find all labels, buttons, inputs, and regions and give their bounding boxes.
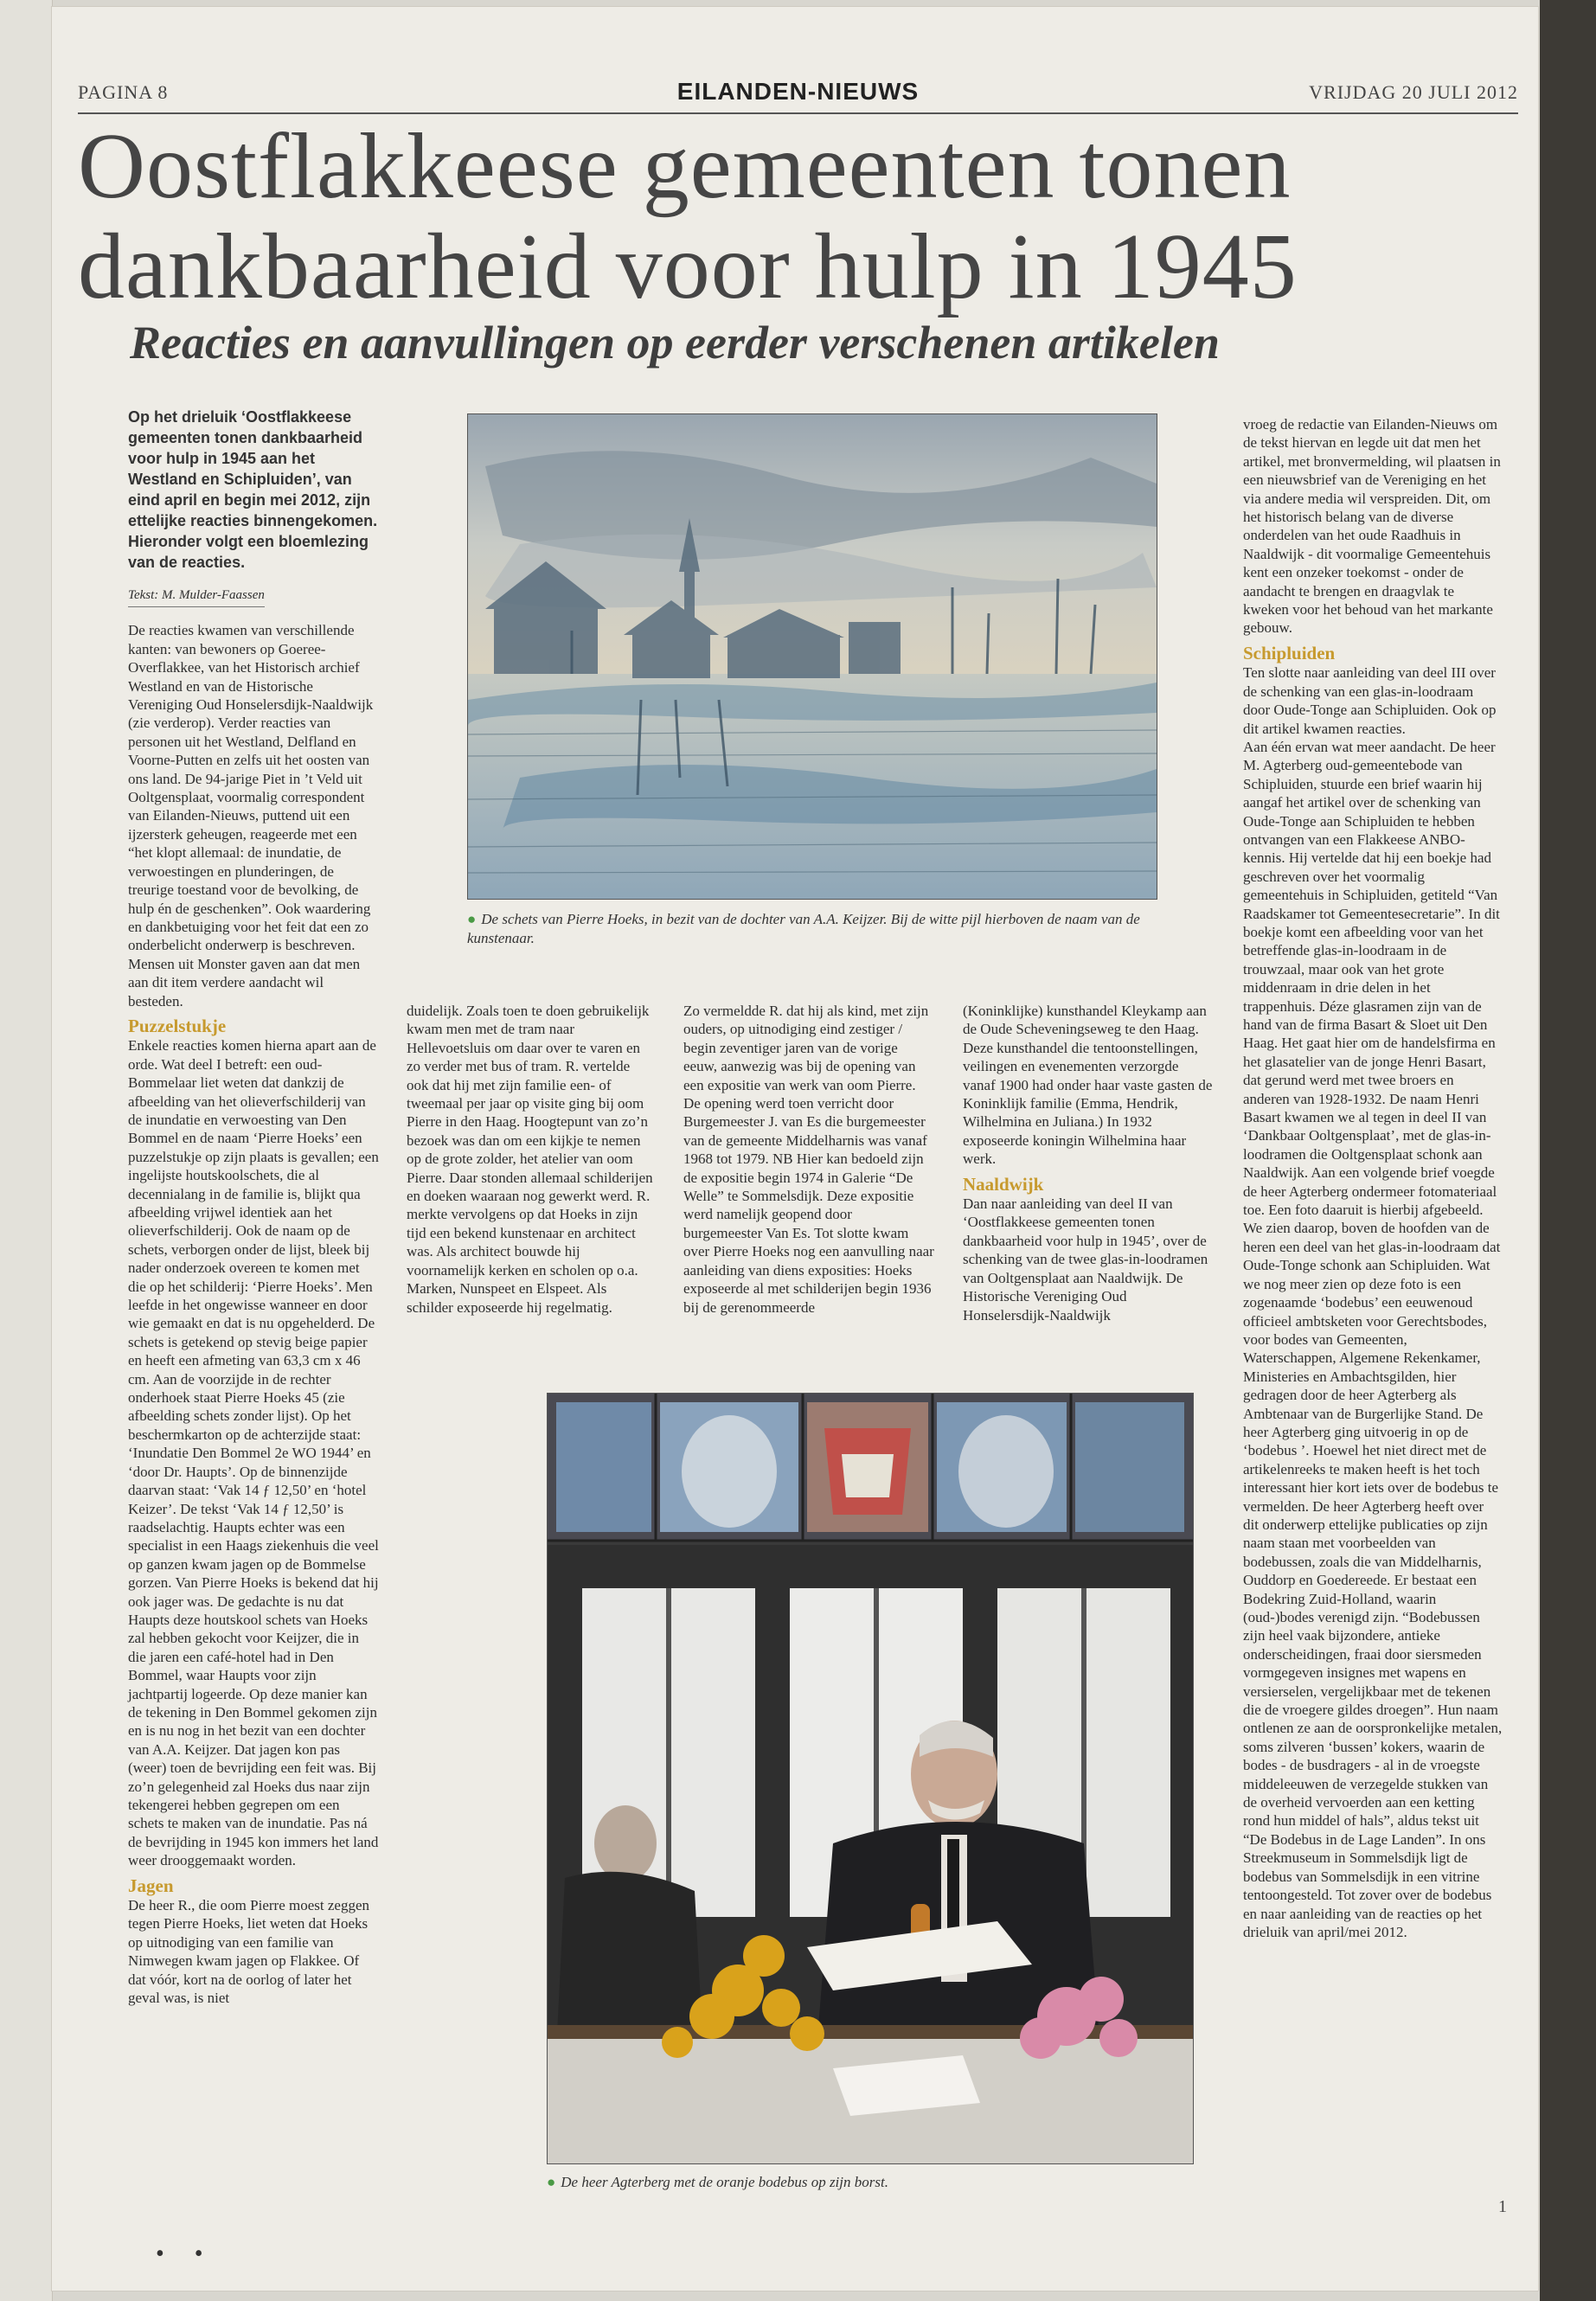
caption-bullet-icon: ● <box>467 911 477 927</box>
page-right-edge <box>1540 0 1596 2301</box>
caption-bullet-icon: ● <box>547 2174 556 2190</box>
photo-caption-text: De heer Agterberg met de oranje bodebus op zijn borst. <box>561 2174 888 2190</box>
column-2 <box>407 1002 653 1317</box>
photo-caption <box>547 2173 1192 2192</box>
col5-paragraph-3: Aan één ervan wat meer aandacht. De heer M. Agterberg oud-gemeentebode van Schipluiden, stuurde een brief waarin hij aangaf het artikel over de schenking van Oude-Tonge aan Schipluiden te hebben ontvangen van een Flakkeese ANBO-kennis. Hij vertelde dat hij een boekje had geschreven over het voormalig gemeentehuis in Schipluiden, getiteld “Van Raadskamer tot Gemeentesecretarie”. In dit boekje komt een afbeelding voor van het betreffende glas-in-loodraam in de trouwzaal, maar ook van het grote middenraam in drie delen in het trappenhuis. Déze glasramen zijn van de hand van de firma Basart & Sloet uit Den Haag. Het gaat hier om de handelsfirma en het glasatelier van de jonge Henri Basart, dat gerund werd met twee broers en anderen van 1928-1932. De naam Henri Basart kwamen we al tegen in deel II van ‘Dankbaar Ooltgensplaat’, met de glas-in-loodramen die Ooltgensplaat schonk aan Naaldwijk. Aan een volgende brief voegde de heer Agterberg ondermeer fotomateriaal toe. Een foto daaruit is hierbij afgebeeld. We zien daarop, boven de hoofden van de heren een deel van het glas-in-loodraam dat Oude-Tonge schonk aan Schipluiden. Wat we nog meer zien op deze foto is een zogenaamde ‘bodebus’ een eeuwenoud officieel ambtsketen voor Gerechtsbodes, voor bodes van Gemeenten, Waterschappen, Algemene Rekenkamer, Ministeries en Ambachtsgilden, hier gedragen door de heer Agterberg als Ambtenaar van de Burgerlijke Stand. De heer Agterberg ging uitvoerig in op de ‘bodebus ’. Hoewel het niet direct met de artikelenreeks te maken heeft is het toch interessant hier kort iets over de bodebus te vermelden. De heer Agterberg heeft over dit onderwerp ettelijke publicaties op zijn naam staan met voorbeelden van bodebussen, zoals die van Middelharnis, Ouddorp en Goedereede. Er bestaat een Bodekring Zuid-Holland, waarin (oud-)bodes verenigd zijn. “Bodebussen zijn heel vaak bijzondere, antieke onderscheidingen, fraai door siersmeden vormgegeven insignes met wapens en versierselen, vergelijkbaar met de tekenen die de vroegere gildes droegen”. Hun naam ontlenen ze aan de oorspronkelijke metalen, soms zilveren ‘bussen’ kokers, waarin de bodes - de busdragers - al in de vroegste middeleeuwen de verzegelde stukken van de overheid vervoerden aan een ketting rond hun middel of hals”, aldus tekst uit “De Bodebus in de Lage Landen”. In ons Streekmuseum in Sommelsdijk ligt de bodebus van Sommelsdijk in een vitrine tentoongesteld. Tot zover over de bodebus en naar aanleiding van de reacties op het drieluik van april/mei 2012. <box>1243 738 1503 1940</box>
col2-paragraph-1: duidelijk. Zoals toen te doen gebruikelijk kwam men met de tram naar Hellevoetsluis om daar over te varen en zo verder met bus of tram. R. vertelde ook dat hij met zijn familie een- of tweemaal per jaar op visite ging bij oom Pierre in den Haag. Hoogtepunt van zo’n bezoek was dan om een kijkje te nemen op de grote zolder, het atelier van oom Pierre. Daar stonden allemaal schilderijen en doeken waaraan nog gewerkt werd. R. merkte vervolgens op dat Hoeks in zijn tijd een bekend kunstenaar en architect was. Als architect bouwde hij voornamelijk kerken en scholen op o.a. Marken, Nunspeet en Elspeet. Als schilder exposeerde hij regelmatig. <box>407 1003 653 1316</box>
section-heading-jagen: Jagen <box>128 1875 174 1896</box>
column-4 <box>963 1002 1214 1324</box>
col5-paragraph-1: vroeg de redactie van Eilanden-Nieuws om de tekst hiervan en legde uit dat men het artikel, met bronvermelding, wil plaatsen in een nieuwsbrief van de Vereniging en het via andere media wil verspreiden. Dit, om het historisch belang van de diverse onderdelen van het oude Raadhuis in Naaldwijk - dit voormalige Gemeentehuis kent een onzeker toekomst - onder de aandacht te brengen en draagvlak te kweken voor het behoud van het markante gebouw. <box>1243 416 1501 637</box>
headline-line-2: dankbaarheid voor hulp in 1945 <box>78 215 1298 318</box>
newspaper-brand: EILANDEN-NIEUWS <box>676 78 920 105</box>
headline-line-1: Oostflakkeese gemeenten tonen <box>78 115 1292 218</box>
sketch-figure <box>467 413 1157 900</box>
ceremony-photo-image <box>548 1394 1193 2163</box>
ceremony-photo <box>547 1393 1194 2164</box>
column-5 <box>1243 415 1503 1941</box>
page-number: PAGINA 8 <box>78 81 169 103</box>
page-left-edge <box>0 0 53 2301</box>
section-heading-puzzelstukje: Puzzelstukje <box>128 1015 227 1036</box>
subheadline: Reacties en aanvullingen op eerder verschenen artikelen <box>130 317 1220 369</box>
stained-glass-window <box>548 1394 1193 1541</box>
col3-paragraph-1: Zo vermeldde R. dat hij als kind, met zijn ouders, op uitnodiging eind zestiger / begin zeventiger jaren van de vorige eeuw, aanwezig was bij de opening van een expositie van werk van oom Pierre. De opening werd toen verricht door Burgemeester J. van Es die burgemeester van de gemeente Middelharnis was vanaf 1968 tot 1979. NB Hier kan bedoeld zijn de expositie begin 1974 in Galerie “De Welle” te Sommelsdijk. Deze expositie werd namelijk geopend door burgemeester Van Es. Tot slotte kwam over Pierre Hoeks nog een aanvulling naar aanleiding van diens exposities: Hoeks exposeerde al met schilderijen begin 1936 bij de gerenommeerde <box>683 1003 934 1316</box>
col4-paragraph-1: (Koninklijke) kunsthandel Kleykamp aan de Oude Scheveningseweg te den Haag. Deze kunsthandel die tentoonstellingen, veilingen en evenementen verzorgde vanaf 1900 had onder haar vaste gasten de Koninklijk familie (Emma, Hendrik, Wilhelmina en Juliana.) In 1932 exposeerde koningin Wilhelmina haar werk. <box>963 1003 1213 1168</box>
page-mark: 1 <box>1498 2197 1507 2216</box>
col1-paragraph-2: Enkele reacties komen hierna apart aan de orde. Wat deel I betreft: een oud-Bommelaar liet weten dat dankzij de afbeelding van het olieverfschilderij van de inundatie en verwoesting van Den Bommel en de naam ‘Pierre Hoeks’ een puzzelstukje op zijn plaats is gevallen; een ingelijste houtskoolschets, die al decennialang in de familie is, blijkt qua afbeelding vrijwel identiek aan het olieverfschilderij. Ook de naam op de schets, verborgen onder de lijst, bleek bij nader onderzoek overeen te komen met die op het schilderij: ‘Pierre Hoeks’. Men leefde in het ongewisse wanneer en door wie gemaakt en dat is nu opgehelderd. De schets is getekend op stevig beige papier en heeft een afmeting van 63,3 cm x 46 cm. Aan de voorzijde in de rechter onderhoek staat Pierre Hoeks 45 (zie afbeelding schets zonder lijst). Op het beschermkarton op de achterzijde staat: ‘Inundatie Den Bommel 2e WO 1944’ en ‘door Dr. Haupts’. Op de binnenzijde daarvan staat: ‘Vak 14 ƒ 12,50’ en ‘hotel Keizer’. De tekst ‘Vak 14 ƒ 12,50’ is raadselachtig. Haupts echter was een specialist in een Haags ziekenhuis die veel op ganzen kwam jagen op de Bommelse gorzen. Van Pierre Hoeks is bekend dat hij ook jager was. De gedachte is nu dat Haupts deze houtskool schets van Hoeks zal hebben gekocht voor Keijzer, die in die jaren een café-hotel had in Den Bommel, waar Haupts voor zijn jachtpartij logeerde. Op deze manier kan de tekening in Den Bommel gekomen zijn en is nu nog in het bezit van een dochter van A.A. Keijzer. Dat jagen kon pas (weer) toen de bevrijding een feit was. Bij zo’n gelegenheid zal Hoeks dus naar zijn tekengerei hebben gegrepen om een schets te maken van de inundatie. Pas ná de bevrijding in 1945 kon immers het land weer drooggemaakt worden. <box>128 1037 379 1869</box>
section-heading-schipluiden: Schipluiden <box>1243 642 1336 663</box>
sketch-caption <box>467 910 1159 948</box>
headline <box>78 117 1518 317</box>
column-1 <box>128 407 379 2007</box>
column-3 <box>683 1002 934 1317</box>
issue-date: VRIJDAG 20 JULI 2012 <box>1309 81 1518 103</box>
col1-paragraph-3: De heer R., die oom Pierre moest zeggen tegen Pierre Hoeks, liet weten dat Hoeks op uitnodiging van een familie van Nimwegen kwam jagen op Flakkee. Of dat vóór, kort na de oorlog of later het geval was, is niet <box>128 1897 369 2007</box>
col1-paragraph-1: De reacties kwamen van verschillende kanten: van bewoners op Goeree-Overflakkee, van het Historisch archief Westland en van de Historische Vereniging Oud Honselersdijk-Naaldwijk (zie verderop). Verder reacties van personen uit het Westland, Delfland en Voorne-Putten en zelfs uit het oosten van ons land. De 94-jarige Piet in ’t Veld uit Ooltgensplaat, voormalig correspondent van Eilanden-Nieuws, puttend uit een ijzersterk geheugen, reageerde met een “het klopt allemaal: de inundatie, de verwoestingen en plunderingen, de treurige toestand voor de bevolking, de hulp én de geschenken”. Ook waardering en dankbetuiging voor het feit dat een zo onderbelicht onderwerp is beschreven. Mensen uit Monster gaven aan dat men aan dit item verdere aandacht wil besteden. <box>128 622 374 1009</box>
sketch-caption-text: De schets van Pierre Hoeks, in bezit van de dochter van A.A. Keijzer. Bij de witte pijl hierboven de naam van de kunstenaar. <box>467 911 1140 946</box>
section-heading-naaldwijk: Naaldwijk <box>963 1173 1044 1195</box>
footer-dots: • • <box>156 2240 215 2267</box>
col5-paragraph-2: Ten slotte naar aanleiding van deel III over de schenking van een glas-in-loodraam door Oude-Tonge aan Schipluiden. Ook op dit artikel kwamen reacties. <box>1243 664 1497 737</box>
masthead <box>78 78 1518 114</box>
intro-paragraph: Op het drieluik ‘Oostflakkeese gemeenten tonen dankbaarheid voor hulp in 1945 aan het Westland en Schipluiden’, van eind april en begin mei 2012, zijn ettelijke reacties binnengekomen. Hieronder volgt een bloemlezing van de reacties. <box>128 408 378 571</box>
sketch-image <box>468 414 1157 899</box>
col4-paragraph-2: Dan naar aanleiding van deel II van ‘Oostflakkeese gemeenten tonen dankbaarheid voor hulp in 1945’, over de schenking van de twee glas-in-loodramen van Ooltgensplaat aan Naaldwijk. De Historische Vereniging Oud Honselersdijk-Naaldwijk <box>963 1195 1208 1324</box>
byline: Tekst: M. Mulder-Faassen <box>128 586 265 607</box>
